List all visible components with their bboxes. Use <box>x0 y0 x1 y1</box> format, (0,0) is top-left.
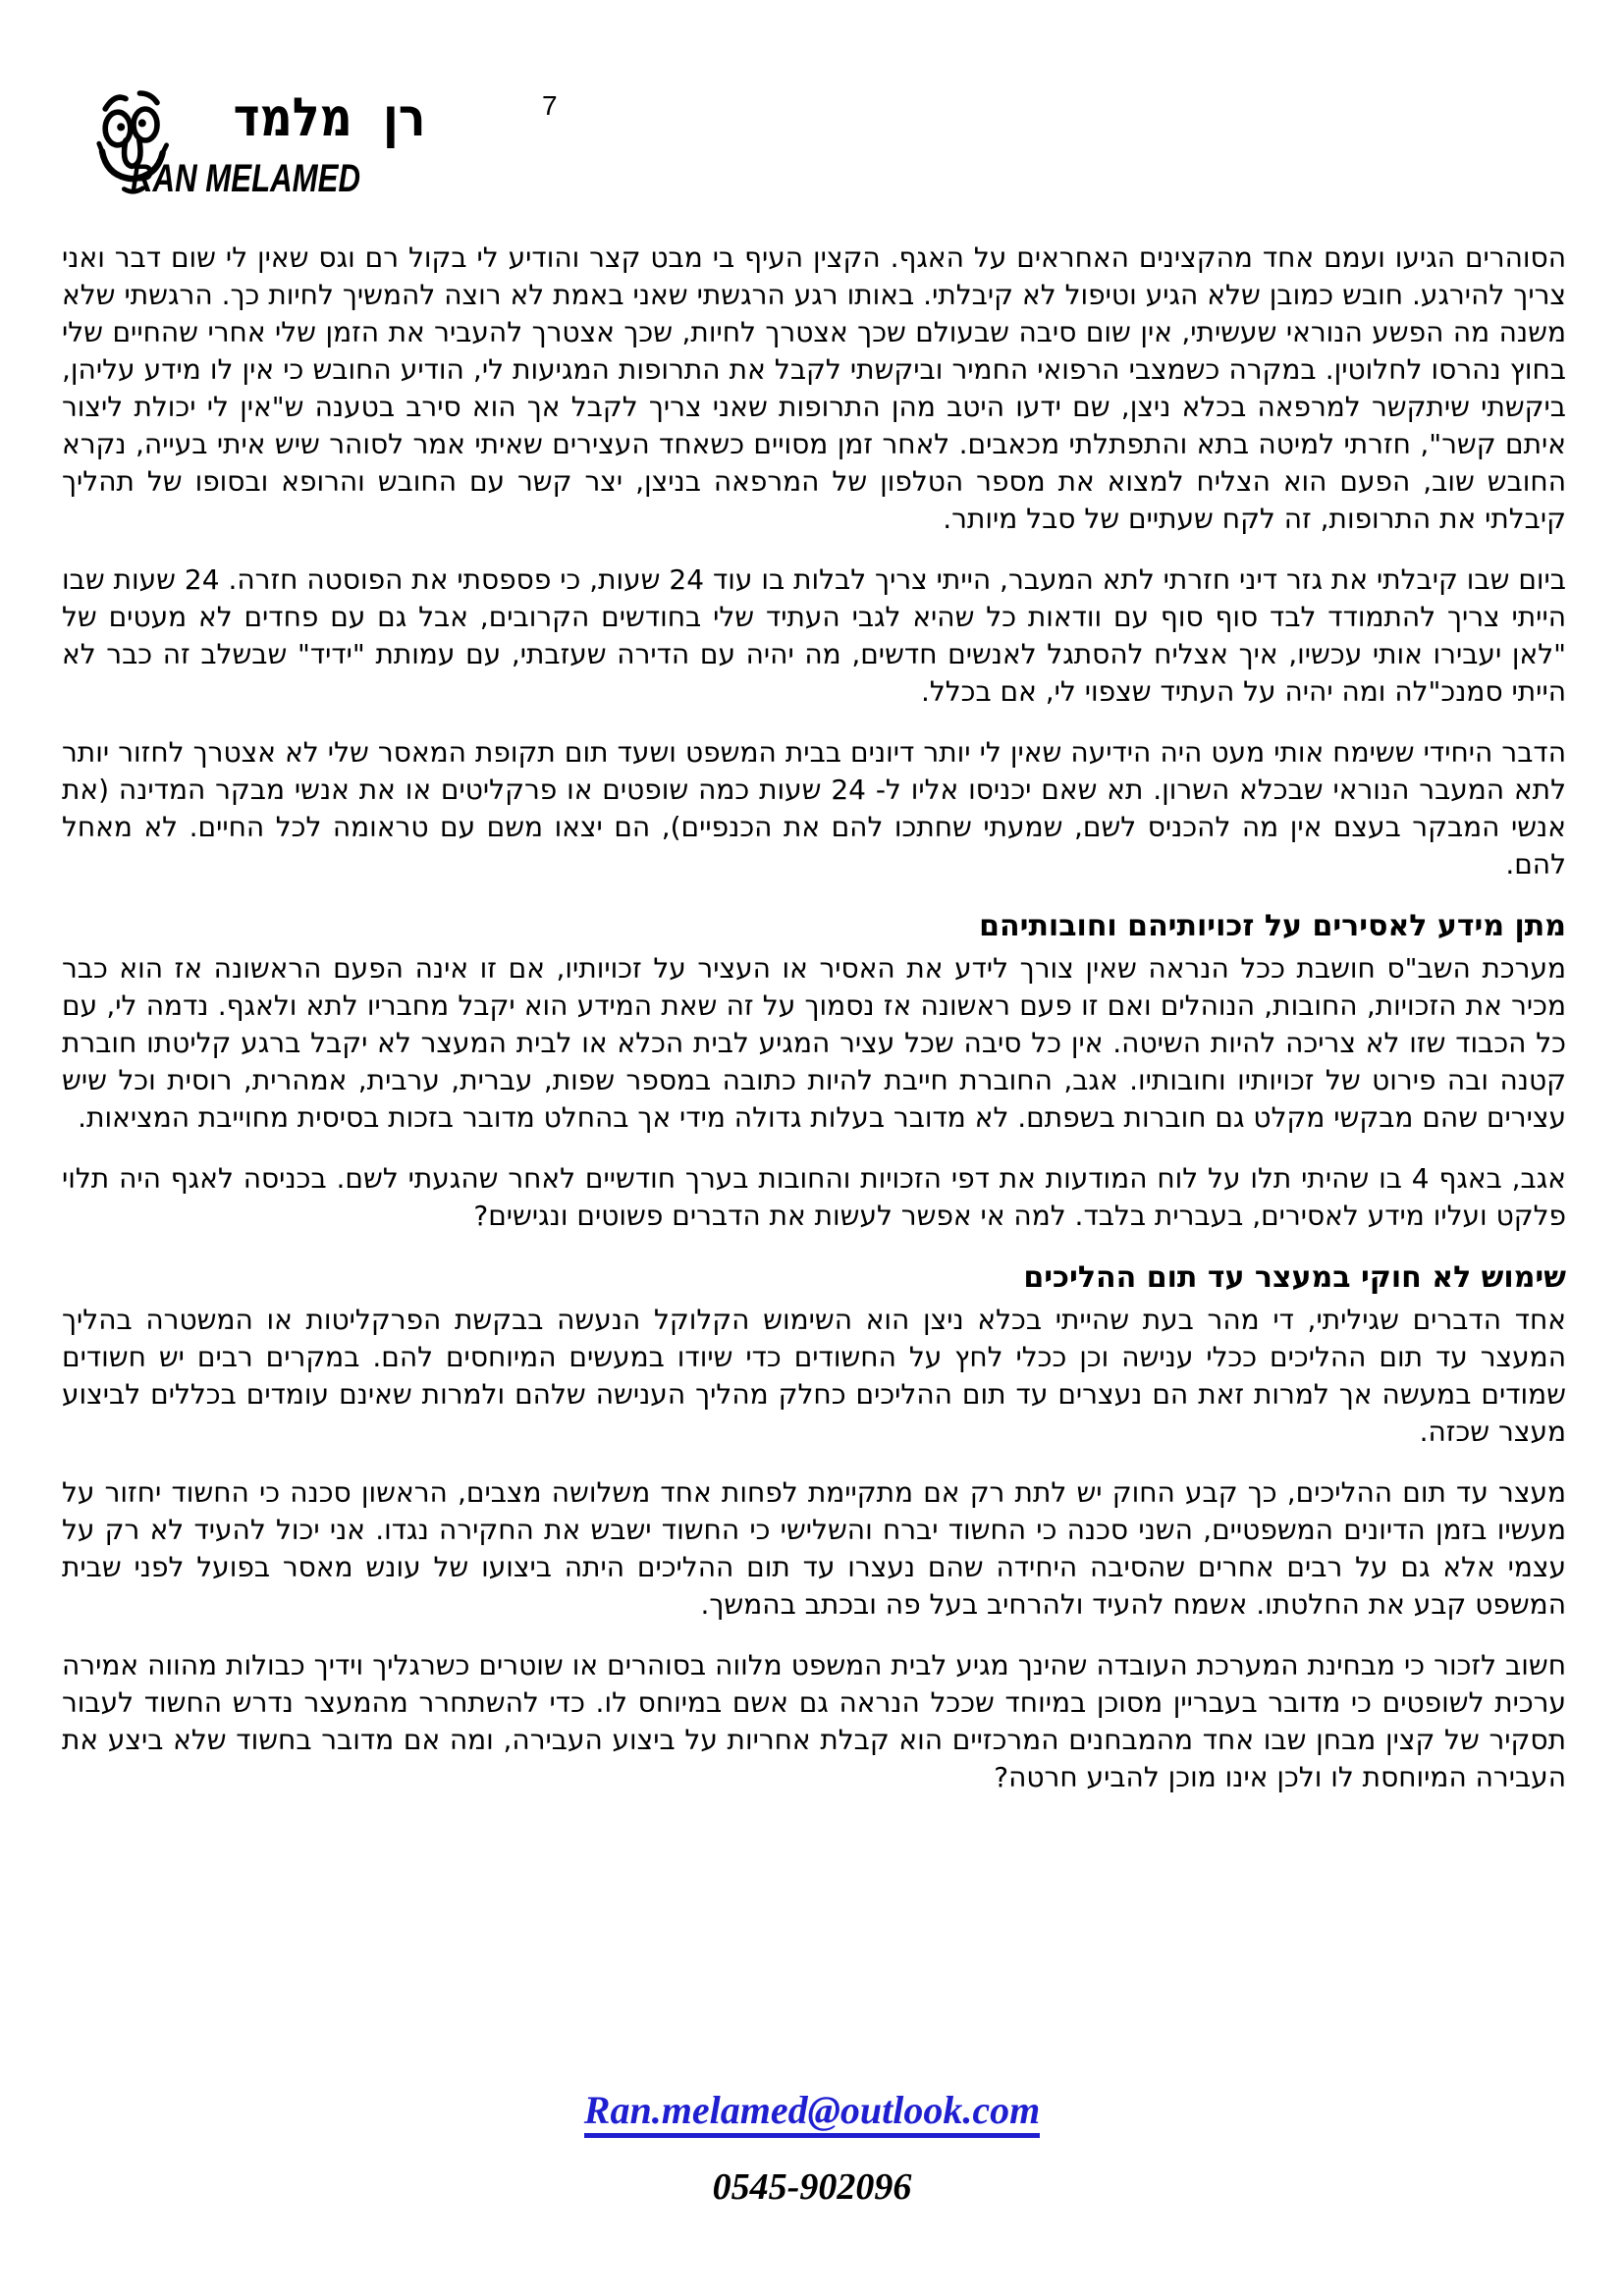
header-latin-name: RAN MELAMED <box>131 157 360 200</box>
header-hebrew-name: רן מלמד <box>233 86 425 148</box>
paragraph-rights-booklet: מערכת השב"ס חושבת ככל הנראה שאין צורך לידע את האסיר או העציר על זכויותיו, אם זו אינה הפעם הראשונה אז הוא כבר מכיר את הזכויות, החובות, הנוהלים ואם זו פעם ראשונה אז נסמוך על זה שאת המידע הוא יקבל מחבריו לתא ולאגף. נדמה לי, עם כל הכבוד שזו לא צריכה להיות השיטה. אין כל סיבה שכל עציר המגיע לבית הכלא או לבית המעצר לא יקבל ברגע קליטתו חוברת קטנה ובה פירוט של זכויותיו וחובותיו. אגב, החוברת חייבת להיות כתובה במספר שפות, עברית, ערבית, אמהרית, רוסית וכל שיש עצירים שהם מבקשי מקלט גם חוברות בשפתם. לא מדובר בעלות גדולה מידי אך בהחלט מדובר בזכות בסיסית מחוייבת המציאות. <box>62 952 1566 1134</box>
paragraph-transfer-cell: הדבר היחידי ששימח אותי מעט היה הידיעה שאין לי יותר דיונים בבית המשפט ושעד תום תקופת המאסר שלי לא אצטרך לחזור יותר לתא המעבר הנוראי שבכלא השרון. תא שאם יכניסו אליו ל- 24 שעות כמה שופטים או פרקליטים או את אנשי מבקר המדינה (את אנשי המבקר בעצם אין מה להכניס לשם, שמעתי שחתכו להם את הכנפיים), הם יצאו משם עם טראומה לכל החיים. לא מאחל להם. <box>62 736 1566 881</box>
paragraph-prison-guards: הסוהרים הגיעו ועמם אחד מהקצינים האחראים על האגף. הקצין העיף בי מבט קצר והודיע לי בקול רם וגס שאין לי שום דבר ואני צריך להירגע. חובש כמובן שלא הגיע וטיפול לא קיבלתי. באותו רגע הרגשתי שאני באמת לא רוצה להמשיך לחיות כך. הרגשתי שלא משנה מה הפשע הנוראי שעשיתי, אין שום סיבה שבעולם שכך אצטרך לחיות, שכך אצטרך להעביר את הזמן שלי אחרי שהחיים שלי בחוץ נהרסו לחלוטין. במקרה כשמצבי הרפואי החמיר וביקשתי לקבל את התרופות המגיעות לי, הודיע החובש כי אין לו מידע עליהן, ביקשתי שיתקשר למרפאה בכלא ניצן, שם ידעו היטב מהן התרופות שאני צריך לקבל אך הוא סירב בטענה ש"אין לי יכולת ליצור איתם קשר", חזרתי למיטה בתא והתפתלתי מכאבים. לאחר זמן מסויים כשאחד העצירים שאיתי אמר לסוהר שיש איתי בעייה, נקרא החובש שוב, הפעם הוא הצליח למצוא את מספר הטלפון של המרפאה בניצן, יצר קשר עם החובש והרופא ובסופו של תהליך קיבלתי את התרופות, זה לקח שעתיים של סבל מיותר. <box>62 241 1566 535</box>
paragraph-detention-misuse: אחד הדברים שגיליתי, די מהר בעת שהייתי בכלא ניצן הוא השימוש הקלוקל הנעשה בבקשת הפרקליטות או המשטרה בהליך המעצר עד תום ההליכים ככלי ענישה וכן ככלי לחץ על החשודים כדי שיודו במעשים המיוחסים להם. במקרים רבים יש חשודים שמודים במעשה אך למרות זאת הם נעצרים עד תום ההליכים כחלק מהליך הענישה שלהם ולמרות שאינם עומדים בכללים לביצוע מעצר שכזה. <box>62 1304 1566 1448</box>
document-body <box>62 240 1566 1820</box>
page-number: 7 <box>542 90 558 121</box>
paragraph-detention-law: מעצר עד תום ההליכים, כך קבע החוק יש לתת רק אם מתקיימת לפחות אחד משלושה מצבים, הראשון סכנה כי החשוד יחזור על מעשיו בזמן הדיונים המשפטיים, השני סכנה כי החשוד יברח והשלישי כי החשוד ישבש את החקירה נגדו. אני יכול להעיד לא רק על עצמי אלא גם על רבים אחרים שהסיבה היחידה שהם נעצרו עד תום ההליכים היתה ביצועו של עונש מאסר בפועל לפני שבית המשפט קבע את החלטתו. אשמח להעיד ולהרחיב בעל פה ובכתב בהמשך. <box>62 1476 1566 1621</box>
paragraph-notice-board: אגב, באגף 4 בו שהיתי תלו על לוח המודעות את דפי הזכויות והחובות בערך חודשיים לאחר שהגעתי לשם. בכניסה לאגף היה תלוי פלקט ועליו מידע לאסירים, בעברית בלבד. למה אי אפשר לעשות את הדברים פשוטים ונגישים? <box>62 1162 1566 1232</box>
phone-number: 0545-902096 <box>712 2166 912 2208</box>
section-heading-prisoner-rights-info: מתן מידע לאסירים על זכויותיהם וחובותיהם <box>979 909 1566 943</box>
paragraph-verdict-day: ביום שבו קיבלתי את גזר דיני חזרתי לתא המעבר, הייתי צריך לבלות בו עוד 24 שעות, כי פספסתי את הפוסטה חזרה. 24 שעות שבו הייתי צריך להתמודד לבד סוף סוף עם וודאות כל שהיא לגבי העתיד שלי בחודשים הקרובים, אבל גם עם פחדים לא מעטים של "לאן יעבירו אותי עכשיו, איך אצליח להסתגל לאנשים חדשים, מה יהיה עם הדירה שעזבתי, עם עמותת "ידיד" שבשלב זה כבר לא הייתי סמנכ"לה ומה יהיה על העתיד שצפוי לי, אם בכלל. <box>62 563 1566 708</box>
page-footer <box>0 2089 1624 2209</box>
paragraph-court-appearance: חשוב לזכור כי מבחינת המערכת העובדה שהינך מגיע לבית המשפט מלווה בסוהרים או שוטרים כשרגליך וידיך כבולות מהווה אמירה ערכית לשופטים כי מדובר בעבריין מסוכן במיוחד שככל הנראה גם אשם במיוחס לו. כדי להשתחרר מהמעצר נדרש החשוד לעבור תסקיר של קצין מבחן שבו אחד מהמבחנים המרכזיים הוא קבלת אחריות על ביצוע העבירה, ומה אם מדובר בחשוד שלא ביצע את העבירה המיוחסת לו ולכן אינו מוכן להביע חרטה? <box>62 1649 1566 1793</box>
email-link[interactable]: Ran.melamed@outlook.com <box>584 2089 1040 2138</box>
section-heading-illegal-detention: שימוש לא חוקי במעצר עד תום ההליכים <box>1023 1260 1566 1295</box>
